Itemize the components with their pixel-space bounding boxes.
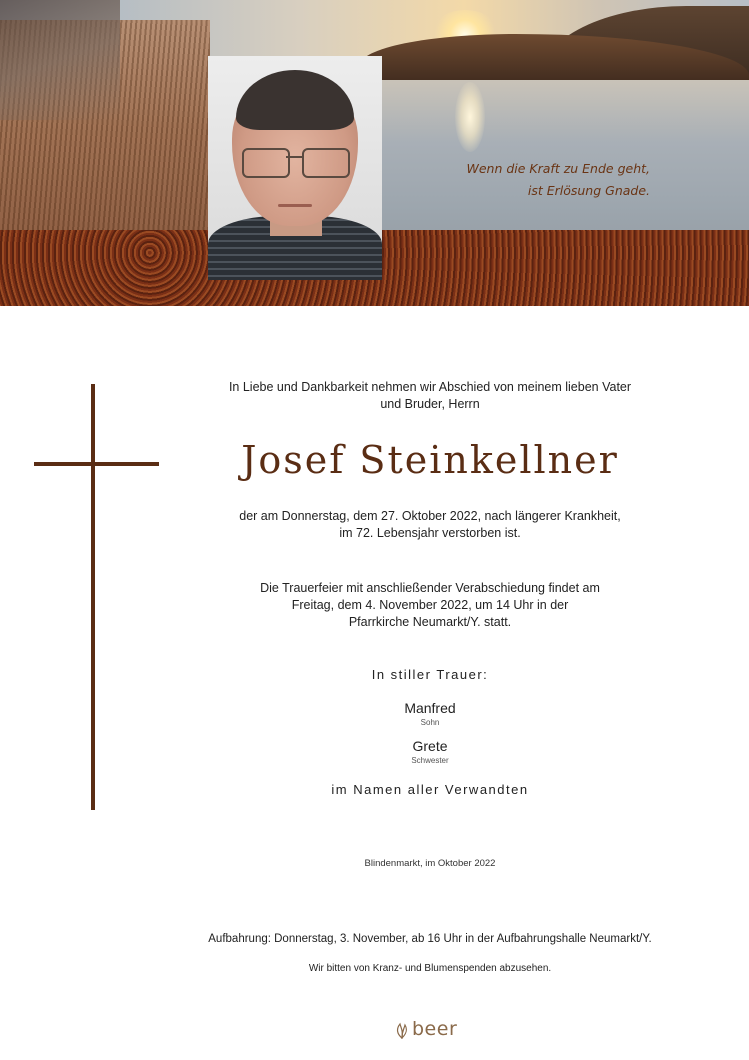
intro-line-2: und Bruder, Herrn bbox=[380, 397, 480, 411]
portrait-mouth bbox=[278, 204, 312, 207]
motto-quote bbox=[400, 158, 650, 202]
mourner-relation: Sohn bbox=[420, 718, 440, 727]
place-date: Blindenmarkt, im Oktober 2022 bbox=[364, 858, 496, 869]
ceremony-line-3: Pfarrkirche Neumarkt/Y. statt. bbox=[348, 615, 512, 629]
portrait-glasses-right bbox=[302, 148, 350, 178]
ceremony-line-2: Freitag, dem 4. November 2022, um 14 Uhr in der bbox=[291, 598, 569, 612]
header-photo-banner bbox=[0, 0, 749, 306]
cross-icon-vertical bbox=[91, 384, 95, 810]
death-line-1: der am Donnerstag, dem 27. Oktober 2022, nach längerer Krankheit, bbox=[239, 509, 621, 523]
sun-reflection bbox=[455, 82, 485, 152]
leaf-icon bbox=[394, 1021, 410, 1039]
motto-line-2: ist Erlösung Gnade. bbox=[527, 183, 650, 198]
portrait-photo bbox=[208, 56, 382, 280]
mourner-name: Grete bbox=[412, 738, 448, 754]
logo-text: beer bbox=[412, 1018, 458, 1040]
death-line-2: im 72. Lebensjahr verstorben ist. bbox=[339, 526, 521, 540]
mourner-name: Manfred bbox=[404, 700, 456, 716]
motto-line-1: Wenn die Kraft zu Ende geht, bbox=[466, 161, 650, 176]
portrait-glasses-left bbox=[242, 148, 290, 178]
death-notice bbox=[160, 508, 700, 542]
ceremony-line-1: Die Trauerfeier mit anschließender Verabschiedung findet am bbox=[260, 581, 600, 595]
ceremony-info bbox=[160, 580, 700, 631]
intro-line-1: In Liebe und Dankbarkeit nehmen wir Abschied von meinem lieben Vater bbox=[228, 380, 632, 394]
mourner-relation: Schwester bbox=[411, 756, 449, 765]
flower-request: Wir bitten von Kranz- und Blumenspenden abzusehen. bbox=[308, 963, 552, 974]
intro-text bbox=[160, 379, 700, 413]
lying-in-state-info: Aufbahrung: Donnerstag, 3. November, ab 16 Uhr in der Aufbahrungshalle Neumarkt/Y. bbox=[208, 933, 652, 945]
funeral-home-logo bbox=[394, 1018, 474, 1042]
mourning-label: In stiller Trauer: bbox=[371, 667, 489, 682]
tree-shadow bbox=[0, 0, 120, 120]
deceased-name: Josef Steinkellner bbox=[241, 438, 619, 482]
portrait-hair bbox=[236, 70, 354, 130]
cross-icon-horizontal bbox=[34, 462, 159, 466]
portrait-glasses-bridge bbox=[286, 156, 302, 158]
family-line: im Namen aller Verwandten bbox=[331, 782, 529, 797]
